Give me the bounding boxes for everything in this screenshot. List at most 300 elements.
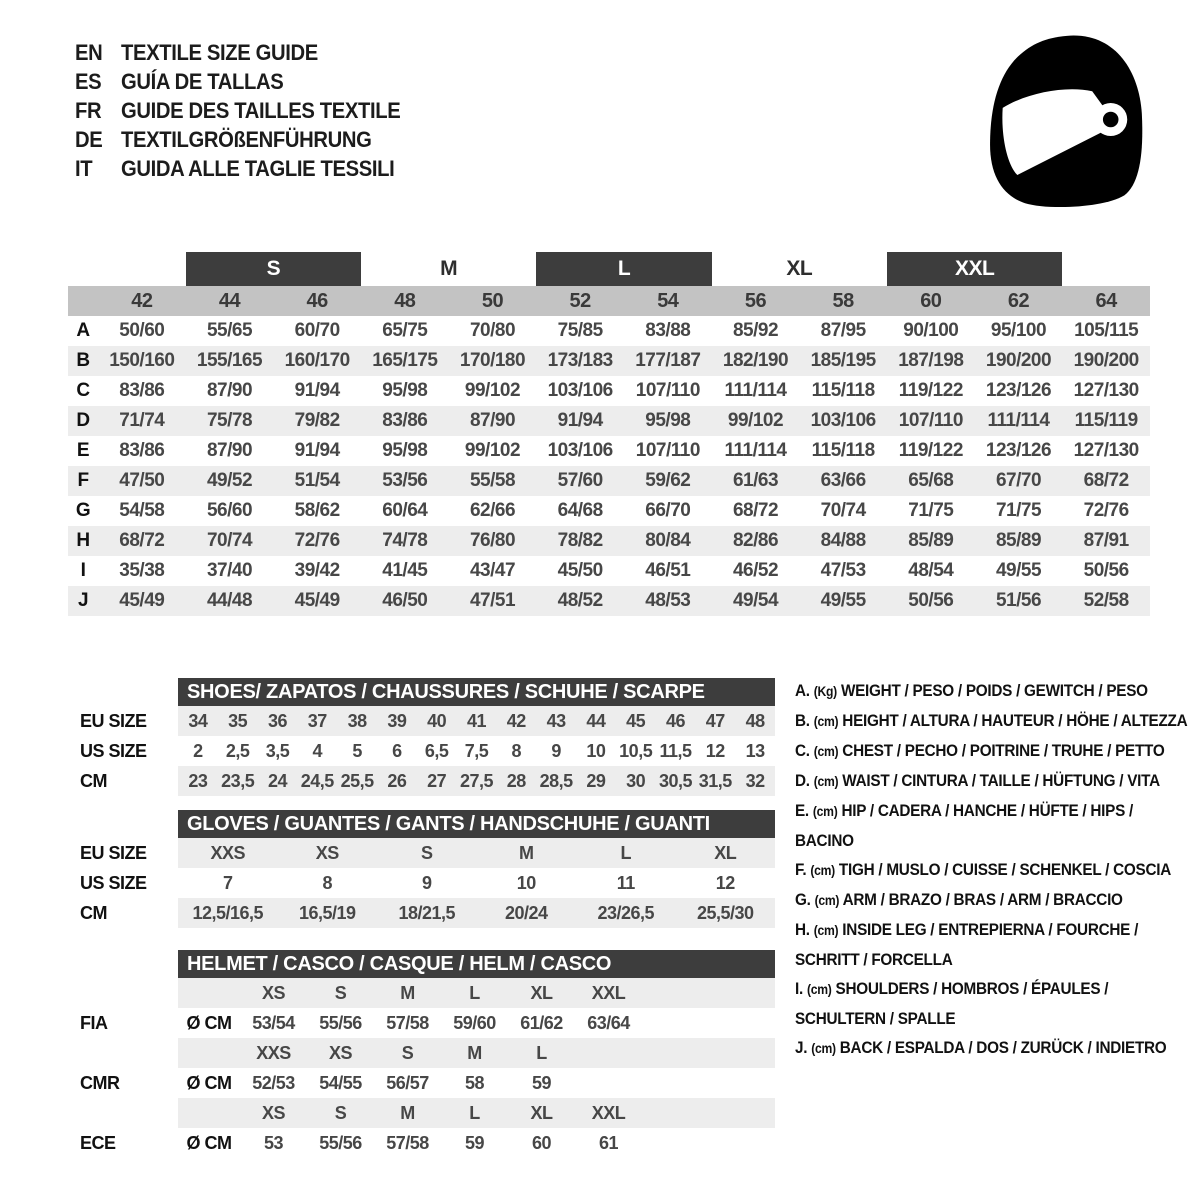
size-value: 60/70 — [294, 320, 340, 341]
row-values — [178, 736, 775, 766]
size-value: 55/58 — [469, 470, 516, 491]
size-value: 87/90 — [469, 410, 516, 431]
size-column-header: 42 — [131, 289, 153, 312]
helmet-data-cmr — [80, 1068, 775, 1098]
size-value: 190/200 — [985, 350, 1052, 371]
cell-value: L — [620, 842, 631, 863]
legend-text-wrap: SCHULTERN / SPALLE — [795, 1009, 956, 1028]
measure-row-d — [68, 406, 1150, 436]
size-value: 57/60 — [557, 470, 603, 491]
cell-value: 27 — [427, 770, 447, 791]
size-value: 83/88 — [645, 320, 691, 341]
legend-item-c — [795, 736, 1191, 766]
size-group-s: S — [186, 252, 361, 286]
size-value: 45/50 — [557, 560, 603, 581]
size-value: 54/58 — [119, 500, 165, 521]
size-value: 177/187 — [635, 350, 701, 371]
measurement-rows — [68, 316, 1150, 616]
cell-value: 46 — [665, 710, 685, 731]
size-value: 47/53 — [820, 560, 866, 581]
row-label — [80, 1038, 178, 1068]
size-value: 85/89 — [908, 530, 954, 551]
cell-value: 25,5 — [340, 770, 374, 791]
size-column-header: 60 — [920, 289, 942, 312]
cell-value: 36 — [267, 710, 287, 731]
size-value: 48/54 — [908, 560, 954, 581]
size-value: 111/114 — [724, 440, 787, 461]
cell-value: 31,5 — [698, 770, 732, 791]
cell-value: 16,5/19 — [298, 902, 356, 923]
size-value: 51/54 — [294, 470, 340, 491]
helmet-size-label: M — [400, 1102, 415, 1123]
shoes-row — [80, 766, 775, 796]
cell-value: 47 — [705, 710, 725, 731]
gloves-row — [80, 898, 775, 928]
size-value: 95/98 — [382, 440, 428, 461]
helmet-size-value: 59/60 — [453, 1012, 496, 1033]
size-value: 64/68 — [557, 500, 603, 521]
cell-value: 30 — [626, 770, 646, 791]
cell-value: 26 — [387, 770, 407, 791]
cell-value: 18/21,5 — [398, 902, 456, 923]
size-value: 70/80 — [469, 320, 516, 341]
row-key: D — [76, 410, 90, 431]
cell-value: 27,5 — [459, 770, 494, 791]
helmet-size-band — [178, 1098, 775, 1128]
helmet-value-band — [178, 1008, 775, 1038]
cell-value: 44 — [586, 710, 606, 731]
helmet-size-label: XXL — [591, 982, 626, 1003]
size-value: 71/75 — [995, 500, 1042, 521]
size-value: 107/110 — [635, 440, 700, 461]
size-value: 85/92 — [732, 320, 779, 341]
size-value: 119/122 — [898, 380, 963, 401]
size-value: 75/85 — [557, 320, 603, 341]
cell-value: 42 — [506, 710, 526, 731]
legend-key: F. — [795, 860, 811, 879]
size-value: 49/55 — [820, 590, 866, 611]
size-value: 115/118 — [811, 440, 875, 461]
legend-unit: (cm) — [806, 982, 832, 997]
helmet-size-value: 61/62 — [520, 1012, 563, 1033]
row-label: CM — [80, 902, 107, 923]
helmet-size-value: 60 — [531, 1132, 552, 1153]
helmet-size-label: L — [469, 982, 480, 1003]
size-group-row — [68, 252, 1150, 286]
helmet-size-value: 52/53 — [252, 1072, 295, 1093]
cell-value: XS — [315, 842, 339, 863]
cell-value: M — [519, 842, 534, 863]
size-value: 48/52 — [557, 590, 603, 611]
measure-row-a — [68, 316, 1150, 346]
row-values — [178, 766, 775, 796]
language-row-en — [75, 38, 400, 67]
row-values — [178, 838, 775, 868]
language-code: EN — [75, 39, 103, 65]
cell-value: 8 — [322, 872, 332, 893]
measure-row-h — [68, 526, 1150, 556]
size-value: 50/56 — [1083, 560, 1129, 581]
helmet-size-value: 57/58 — [386, 1132, 429, 1153]
cell-value: 7,5 — [464, 740, 489, 761]
size-value: 50/56 — [908, 590, 954, 611]
size-number-row — [68, 286, 1150, 316]
size-value: 75/78 — [206, 410, 253, 431]
size-column-header: 64 — [1095, 289, 1117, 312]
row-label — [80, 1098, 178, 1128]
language-row-fr — [75, 96, 400, 125]
size-value: 111/114 — [724, 380, 787, 401]
size-value: 61/63 — [732, 470, 779, 491]
size-value: 83/86 — [119, 380, 165, 401]
helmet-value-band — [178, 1068, 775, 1098]
helmet-size-label: XS — [261, 982, 285, 1003]
size-value: 83/86 — [119, 440, 165, 461]
cell-value: 11,5 — [659, 740, 692, 761]
cell-value: 6,5 — [424, 740, 449, 761]
size-value: 91/94 — [294, 440, 340, 461]
helmet-data-ece — [80, 1128, 775, 1158]
helmet-size-label: XL — [530, 1102, 553, 1123]
cell-value: 13 — [745, 740, 765, 761]
size-value: 99/102 — [464, 380, 521, 401]
size-value: 65/75 — [382, 320, 428, 341]
helmet-size-value: 53/54 — [252, 1012, 295, 1033]
cell-value: 25,5/30 — [696, 902, 754, 923]
row-label — [80, 978, 178, 1008]
cell-value: 10 — [586, 740, 606, 761]
legend-text: SHOULDERS / HOMBROS / ÉPAULES / — [831, 979, 1109, 998]
size-group-xxl: XXL — [887, 252, 1062, 286]
legend-item-j — [795, 1033, 1191, 1063]
cell-value: 28 — [506, 770, 526, 791]
cell-value: 40 — [427, 710, 447, 731]
legend-text: CHEST / PECHO / POITRINE / TRUHE / PETTO — [838, 741, 1165, 760]
legend-item-d — [795, 766, 1191, 796]
size-value: 60/64 — [382, 500, 428, 521]
size-value: 74/78 — [382, 530, 428, 551]
language-row-es — [75, 67, 400, 96]
cell-value: 37 — [307, 710, 327, 731]
helmet-size-value: 58 — [464, 1072, 485, 1093]
size-value: 87/90 — [206, 380, 253, 401]
helmet-size-value: 61 — [598, 1132, 619, 1153]
size-value: 84/88 — [820, 530, 866, 551]
size-column-header: 56 — [744, 289, 767, 312]
legend-unit: (cm) — [814, 893, 840, 908]
cell-value: 23/26,5 — [597, 902, 655, 923]
helmet-size-label: S — [334, 1102, 347, 1123]
size-value: 59/62 — [645, 470, 691, 491]
size-value: 165/175 — [372, 350, 438, 371]
unit-cell: Ø CM — [186, 1012, 232, 1033]
size-value: 90/100 — [903, 320, 959, 341]
size-column-header: 50 — [481, 289, 504, 312]
size-value: 115/118 — [811, 380, 875, 401]
size-value: 85/89 — [995, 530, 1042, 551]
legend-item-b — [795, 706, 1191, 736]
standard-label: FIA — [80, 1012, 108, 1033]
size-value: 123/126 — [985, 380, 1052, 401]
row-values — [178, 706, 775, 736]
legend-key: I. — [795, 979, 807, 998]
helmet-size-value: 57/58 — [386, 1012, 429, 1033]
row-label: US SIZE — [80, 872, 147, 893]
gloves-rows — [80, 838, 775, 928]
helmet-size-label: XS — [328, 1042, 352, 1063]
cell-value: 41 — [466, 710, 486, 731]
cell-value: 9 — [551, 740, 561, 761]
size-value: 187/198 — [898, 350, 964, 371]
cell-value: 28,5 — [539, 770, 573, 791]
size-value: 87/91 — [1083, 530, 1129, 551]
legend-key: A. — [795, 681, 814, 700]
size-value: 48/53 — [645, 590, 691, 611]
size-value: 182/190 — [722, 350, 789, 371]
size-value: 119/122 — [898, 440, 963, 461]
legend-text-wrap: SCHRITT / FORCELLA — [795, 950, 953, 969]
size-value: 43/47 — [469, 560, 516, 581]
cell-value: 29 — [586, 770, 606, 791]
size-group-xl: XL — [786, 257, 813, 280]
row-label: EU SIZE — [80, 710, 147, 731]
legend-item-i — [795, 974, 1191, 1033]
size-value: 83/86 — [382, 410, 428, 431]
size-value: 55/65 — [206, 320, 253, 341]
size-value: 190/200 — [1073, 350, 1139, 371]
measure-row-c — [68, 376, 1150, 406]
size-value: 41/45 — [382, 560, 428, 581]
measurement-legend — [795, 676, 1191, 1063]
shoes-row — [80, 706, 775, 736]
cell-value: 2,5 — [225, 740, 250, 761]
size-value: 91/94 — [294, 380, 340, 401]
helmet-size-label: M — [400, 982, 415, 1003]
legend-key: B. — [795, 711, 814, 730]
legend-key: G. — [795, 890, 815, 909]
size-value: 52/58 — [1083, 590, 1129, 611]
size-column-header: 54 — [657, 289, 679, 312]
cell-value: 24,5 — [300, 770, 334, 791]
size-value: 103/106 — [547, 380, 613, 401]
helmet-value-band — [178, 1128, 775, 1158]
cell-value: XXS — [210, 842, 246, 863]
size-value: 78/82 — [557, 530, 603, 551]
row-key: C — [76, 380, 90, 401]
cell-value: 23,5 — [221, 770, 255, 791]
size-value: 68/72 — [732, 500, 779, 521]
cell-value: 24 — [267, 770, 287, 791]
size-column-header: 58 — [832, 289, 854, 312]
size-value: 173/183 — [547, 350, 613, 371]
legend-text: TIGH / MUSLO / CUISSE / SCHENKEL / COSCIA — [834, 860, 1171, 879]
shoes-title-bar: SHOES/ ZAPATOS / CHAUSSURES / SCHUHE / SCARPE — [178, 678, 775, 706]
language-code: FR — [75, 97, 102, 123]
cell-value: 6 — [392, 740, 402, 761]
guide-title: GUIDE DES TAILLES TEXTILE — [121, 97, 401, 123]
size-value: 170/180 — [459, 350, 526, 371]
size-value: 76/80 — [469, 530, 516, 551]
shoes-rows — [80, 706, 775, 796]
legend-unit: (Kg) — [813, 684, 837, 699]
helmet-rows — [80, 978, 775, 1158]
size-value: 46/50 — [382, 590, 428, 611]
size-value: 107/110 — [898, 410, 963, 431]
gloves-row — [80, 838, 775, 868]
cell-value: 43 — [546, 710, 566, 731]
language-code: IT — [75, 155, 93, 181]
gloves-row — [80, 868, 775, 898]
legend-item-f — [795, 855, 1191, 885]
guide-title: TEXTILGRÖßENFÜHRUNG — [121, 126, 372, 152]
measure-row-b — [68, 346, 1150, 376]
helmet-size-header-cmr — [80, 1038, 775, 1068]
helmet-size-header-fia — [80, 978, 775, 1008]
size-value: 72/76 — [294, 530, 340, 551]
size-value: 44/48 — [206, 590, 253, 611]
size-column-header: 46 — [306, 289, 328, 312]
legend-key: E. — [795, 801, 813, 820]
legend-item-g — [795, 885, 1191, 915]
language-code: ES — [75, 68, 102, 94]
helmet-size-band — [178, 1038, 775, 1068]
row-key: I — [80, 560, 86, 581]
size-value: 79/82 — [294, 410, 340, 431]
legend-unit: (cm) — [813, 923, 839, 938]
helmet-data-fia — [80, 1008, 775, 1038]
cell-value: 45 — [626, 710, 646, 731]
size-value: 111/114 — [987, 410, 1050, 431]
cell-value: 34 — [188, 710, 208, 731]
size-group-m: M — [440, 257, 458, 280]
helmet-size-label: S — [334, 982, 347, 1003]
guide-title: GUIDA ALLE TAGLIE TESSILI — [121, 155, 395, 181]
guide-title: GUÍA DE TALLAS — [121, 68, 284, 94]
legend-item-a — [795, 676, 1191, 706]
size-value: 95/98 — [645, 410, 691, 431]
size-value: 49/55 — [995, 560, 1042, 581]
size-value: 107/110 — [635, 380, 700, 401]
helmet-size-label: L — [536, 1042, 547, 1063]
cell-value: 35 — [228, 710, 248, 731]
row-key: A — [76, 320, 90, 341]
size-column-header: 48 — [394, 289, 416, 312]
legend-unit: (cm) — [813, 774, 839, 789]
racing-helmet-icon — [978, 30, 1150, 210]
size-value: 185/195 — [810, 350, 876, 371]
cell-value: 2 — [193, 740, 203, 761]
helmet-size-value: 55/56 — [319, 1132, 362, 1153]
gloves-title-bar: GLOVES / GUANTES / GANTS / HANDSCHUHE / GUANTI — [178, 810, 775, 838]
size-value: 53/56 — [382, 470, 428, 491]
size-value: 51/56 — [995, 590, 1042, 611]
size-value: 103/106 — [810, 410, 876, 431]
legend-text: HEIGHT / ALTURA / HAUTEUR / HÖHE / ALTEZZA — [838, 711, 1188, 730]
cell-value: 32 — [745, 770, 765, 791]
size-value: 66/70 — [645, 500, 691, 521]
shoes-row — [80, 736, 775, 766]
size-value: 67/70 — [995, 470, 1042, 491]
legend-text: WEIGHT / PESO / POIDS / GEWITCH / PESO — [836, 681, 1148, 700]
language-row-de — [75, 125, 400, 154]
row-label: EU SIZE — [80, 842, 147, 863]
size-value: 68/72 — [119, 530, 165, 551]
legend-text: BACK / ESPALDA / DOS / ZURÜCK / INDIETRO — [835, 1038, 1167, 1057]
size-value: 71/75 — [908, 500, 954, 521]
row-key: E — [76, 440, 90, 461]
cell-value: 12 — [705, 740, 725, 761]
size-value: 82/86 — [732, 530, 779, 551]
size-value: 45/49 — [119, 590, 165, 611]
legend-text: ARM / BRAZO / BRAS / ARM / BRACCIO — [839, 890, 1123, 909]
language-code: DE — [75, 126, 103, 152]
size-value: 35/38 — [119, 560, 165, 581]
legend-item-e — [795, 796, 1191, 855]
row-label: CM — [80, 770, 107, 791]
size-value: 91/94 — [557, 410, 603, 431]
size-value: 49/52 — [206, 470, 253, 491]
size-value: 70/74 — [206, 530, 253, 551]
size-value: 105/115 — [1074, 320, 1139, 341]
size-value: 58/62 — [294, 500, 340, 521]
size-value: 39/42 — [294, 560, 340, 581]
size-value: 72/76 — [1083, 500, 1129, 521]
size-value: 49/54 — [732, 590, 779, 611]
shoes-section — [80, 678, 775, 796]
helmet-size-value: 59 — [531, 1072, 552, 1093]
size-value: 71/74 — [119, 410, 165, 431]
helmet-size-label: XXS — [256, 1042, 291, 1063]
legend-unit: (cm) — [813, 744, 839, 759]
cell-value: 38 — [347, 710, 367, 731]
legend-key: J. — [795, 1038, 812, 1057]
cell-value: 4 — [312, 740, 323, 761]
helmet-size-value: 56/57 — [386, 1072, 429, 1093]
helmet-size-label: XL — [530, 982, 553, 1003]
helmet-size-label: L — [469, 1102, 480, 1123]
legend-unit: (cm) — [811, 1041, 836, 1056]
size-value: 150/160 — [109, 350, 175, 371]
standard-label: ECE — [80, 1132, 116, 1153]
helmet-size-value: 59 — [464, 1132, 485, 1153]
size-value: 45/49 — [294, 590, 340, 611]
size-value: 103/106 — [547, 440, 613, 461]
cell-value: 3,5 — [265, 740, 290, 761]
size-value: 46/51 — [645, 560, 691, 581]
size-value: 46/52 — [732, 560, 779, 581]
cell-value: 9 — [421, 872, 432, 893]
size-value: 47/50 — [119, 470, 165, 491]
cell-value: 39 — [387, 710, 407, 731]
cell-value: 10 — [516, 872, 536, 893]
size-column-header: 44 — [218, 289, 241, 312]
cell-value: 23 — [188, 770, 208, 791]
cell-value: 30,5 — [658, 770, 693, 791]
helmet-size-value: 54/55 — [319, 1072, 362, 1093]
helmet-size-value: 63/64 — [587, 1012, 630, 1033]
legend-text: INSIDE LEG / ENTREPIERNA / FOURCHE / — [838, 920, 1139, 939]
legend-key: C. — [795, 741, 814, 760]
unit-cell: Ø CM — [186, 1132, 232, 1153]
measure-row-e — [68, 436, 1150, 466]
size-column-header: 52 — [569, 289, 591, 312]
cell-value: 12 — [715, 872, 735, 893]
size-group-l: L — [536, 252, 711, 286]
row-key: F — [77, 470, 89, 491]
cell-value: 11 — [616, 872, 635, 893]
legend-text: HIP / CADERA / HANCHE / HÜFTE / HIPS / BACINO — [795, 801, 1133, 850]
size-value: 123/126 — [985, 440, 1052, 461]
